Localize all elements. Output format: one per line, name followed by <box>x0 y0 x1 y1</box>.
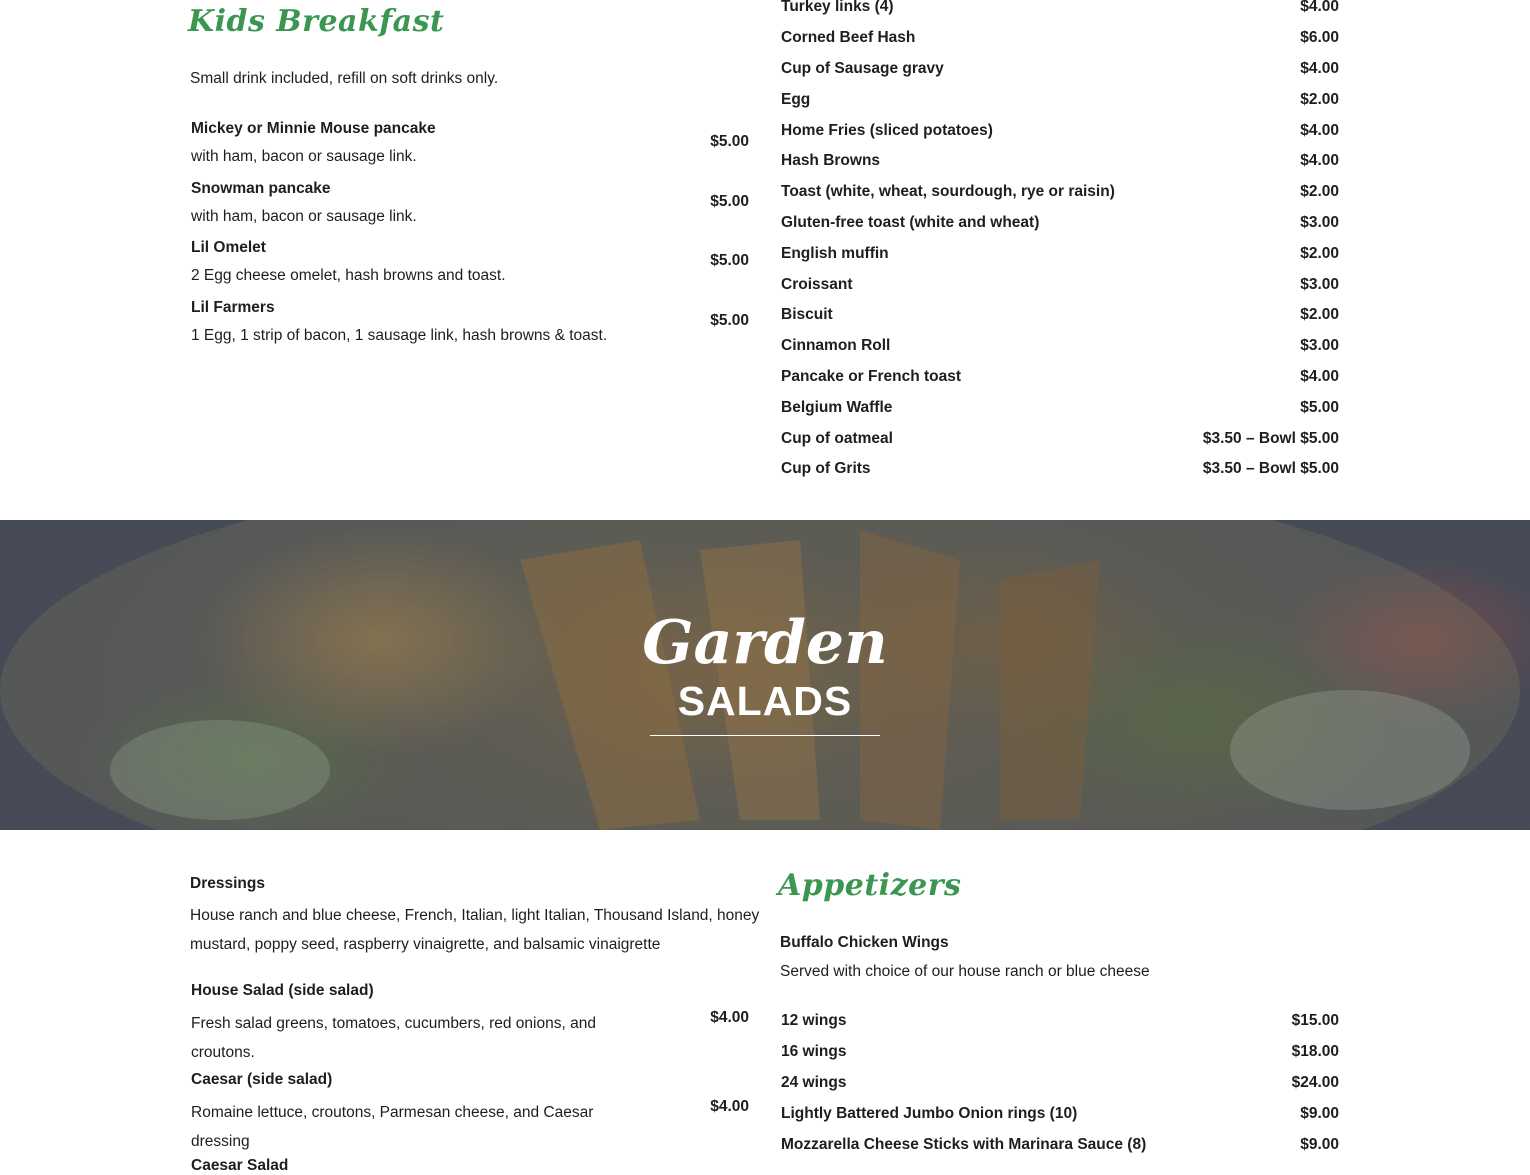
kids-breakfast-note: Small drink included, refill on soft drinks only. <box>190 70 499 87</box>
item-description: 1 Egg, 1 strip of bacon, 1 sausage link, hash browns & toast. <box>191 327 608 344</box>
menu-row <box>781 300 1339 331</box>
menu-row <box>781 454 1339 485</box>
menu-row <box>781 423 1339 454</box>
item-name: Cup of oatmeal <box>781 429 893 447</box>
menu-row <box>781 54 1339 85</box>
menu-row <box>781 269 1339 300</box>
menu-item <box>191 239 749 297</box>
menu-item <box>191 180 749 238</box>
item-description: Romaine lettuce, croutons, Parmesan cheese, and Caesar dressing <box>191 1104 594 1150</box>
item-price: $9.00 <box>1300 1104 1339 1122</box>
item-price: $2.00 <box>1300 90 1339 108</box>
item-price: $4.00 <box>710 1098 749 1115</box>
menu-row <box>781 23 1339 54</box>
kids-breakfast-heading: Kids Breakfast <box>188 4 445 39</box>
item-price: $3.00 <box>1300 213 1339 231</box>
item-price: $4.00 <box>1300 121 1339 139</box>
item-name: 16 wings <box>781 1043 847 1061</box>
item-price: $3.00 <box>1300 337 1339 355</box>
dressings-heading: Dressings <box>190 875 265 892</box>
item-price: $4.00 <box>1300 152 1339 170</box>
item-description: Fresh salad greens, tomatoes, cucumbers, red onions, and croutons. <box>191 1015 596 1061</box>
item-name: Corned Beef Hash <box>781 29 916 47</box>
item-description: with ham, bacon or sausage link. <box>191 208 417 225</box>
appetizers-list <box>781 1006 1339 1160</box>
item-price: $5.00 <box>710 252 749 269</box>
item-description: with ham, bacon or sausage link. <box>191 148 417 165</box>
item-name: Pancake or French toast <box>781 367 962 385</box>
menu-row <box>781 392 1339 423</box>
item-name: Croissant <box>781 275 853 293</box>
menu-row <box>781 331 1339 362</box>
banner-divider <box>650 735 880 736</box>
menu-row <box>781 115 1339 146</box>
item-name: House Salad (side salad) <box>191 982 374 999</box>
item-name: Toast (white, wheat, sourdough, rye or raisin) <box>781 183 1115 201</box>
wings-heading: Buffalo Chicken Wings <box>780 934 949 951</box>
menu-row <box>781 146 1339 177</box>
item-name: Cup of Sausage gravy <box>781 59 944 77</box>
item-name: Home Fries (sliced potatoes) <box>781 121 993 139</box>
item-name: Cinnamon Roll <box>781 337 891 355</box>
banner-title: SALADS <box>677 678 853 724</box>
item-price: $3.50 – Bowl $5.00 <box>1202 460 1339 478</box>
item-price: $5.00 <box>710 133 749 150</box>
menu-row <box>781 1129 1339 1160</box>
menu-row <box>781 238 1339 269</box>
item-name: Mickey or Minnie Mouse pancake <box>191 120 436 137</box>
menu-item <box>191 299 749 357</box>
item-price: $4.00 <box>1300 367 1339 385</box>
item-price: $24.00 <box>1291 1073 1339 1091</box>
item-price: $2.00 <box>1300 183 1339 201</box>
sides-menu-list <box>781 0 1339 485</box>
item-name: Belgium Waffle <box>781 398 893 416</box>
item-name: Caesar (side salad) <box>191 1071 333 1088</box>
menu-row <box>781 1098 1339 1129</box>
item-price: $4.00 <box>1300 59 1339 77</box>
item-price: $15.00 <box>1291 1012 1339 1030</box>
menu-row <box>781 208 1339 239</box>
item-name: 24 wings <box>781 1073 847 1091</box>
menu-row <box>781 362 1339 393</box>
item-price: $18.00 <box>1291 1043 1339 1061</box>
menu-row <box>781 1037 1339 1068</box>
item-price: $2.00 <box>1300 306 1339 324</box>
item-name: Egg <box>781 90 811 108</box>
item-price: $3.50 – Bowl $5.00 <box>1202 429 1339 447</box>
dressings-list: House ranch and blue cheese, French, Italian, light Italian, Thousand Island, honey mustard, poppy seed, raspberry vinaigrette, and balsamic vinaigrette <box>190 907 760 953</box>
item-price: $4.00 <box>1300 0 1339 16</box>
item-price: $5.00 <box>710 193 749 210</box>
item-name: Snowman pancake <box>191 180 331 197</box>
menu-row <box>781 1068 1339 1099</box>
menu-item <box>191 120 749 178</box>
appetizers-heading: Appetizers <box>778 868 962 903</box>
item-price: $5.00 <box>1300 398 1339 416</box>
item-name: English muffin <box>781 244 889 262</box>
item-name: Mozzarella Cheese Sticks with Marinara Sauce (8) <box>781 1135 1147 1153</box>
item-name: Gluten-free toast (white and wheat) <box>781 213 1040 231</box>
item-name: Lil Farmers <box>191 299 275 316</box>
item-name: Biscuit <box>781 306 833 324</box>
item-name: Lil Omelet <box>191 239 266 256</box>
item-price: $9.00 <box>1300 1135 1339 1153</box>
menu-row <box>781 1006 1339 1037</box>
menu-row <box>781 177 1339 208</box>
salads-banner <box>0 520 1530 830</box>
item-price: $6.00 <box>1300 29 1339 47</box>
item-price: $3.00 <box>1300 275 1339 293</box>
item-name: 12 wings <box>781 1012 847 1030</box>
item-name: Turkey links (4) <box>781 0 894 16</box>
item-name: Hash Browns <box>781 152 881 170</box>
item-name: Cup of Grits <box>781 460 871 478</box>
item-name: Lightly Battered Jumbo Onion rings (10) <box>781 1104 1078 1122</box>
item-description: 2 Egg cheese omelet, hash browns and toast. <box>191 267 506 284</box>
menu-row <box>781 0 1339 23</box>
wings-description: Served with choice of our house ranch or blue cheese <box>780 963 1150 980</box>
item-price: $4.00 <box>710 1009 749 1026</box>
item-price: $2.00 <box>1300 244 1339 262</box>
banner-script-heading: Garden <box>642 608 888 678</box>
menu-row <box>781 84 1339 115</box>
item-name: Caesar Salad <box>191 1157 289 1174</box>
item-price: $5.00 <box>710 312 749 329</box>
